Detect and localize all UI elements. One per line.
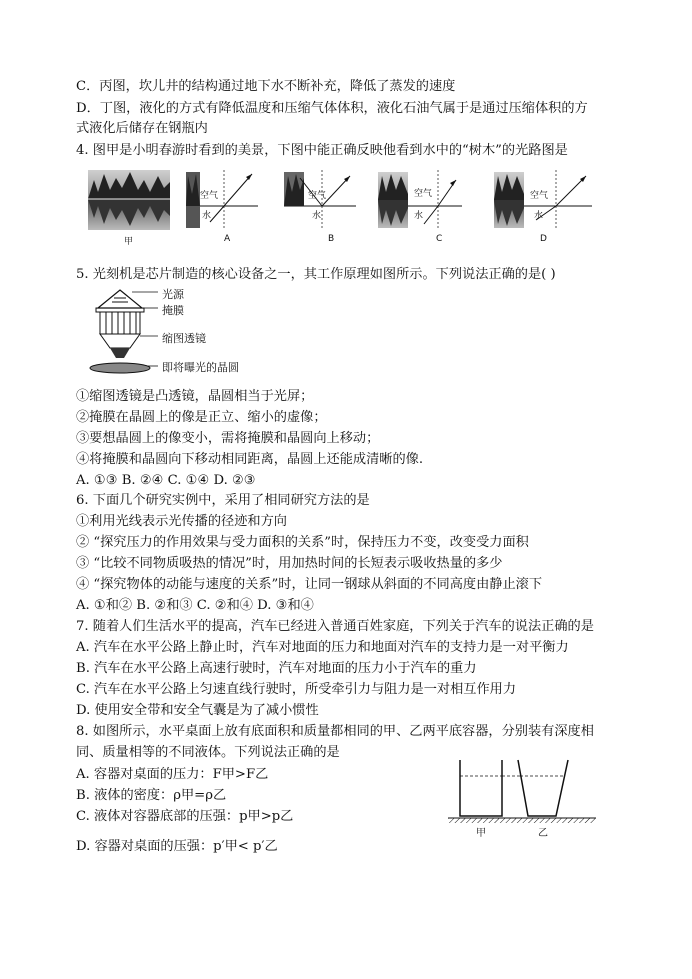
ray-diagram-c [378, 170, 462, 230]
question-5: 5. 光刻机是芯片制造的核心设备之一，其工作原理如图所示。下列说法正确的是( ) [76, 267, 556, 282]
caption-c: C [436, 234, 443, 244]
question-4: 4. 图甲是小明春游时看到的美景，下图中能正确反映他看到水中的“树木”的光路图是 [76, 143, 568, 158]
statement: ①利用光线表示光传播的径迹和方向 [76, 514, 287, 529]
option-d: D. 使用安全带和安全气囊是为了减小惯性 [76, 703, 319, 718]
question-8-cont: 同、质量相等的不同液体。下列说法正确的是 [76, 745, 340, 760]
option-c: C. 汽车在水平公路上匀速直线行驶时，所受牵引力与阻力是一对相互作用力 [76, 682, 517, 697]
containers-diagram [448, 756, 598, 840]
text-line: D．丁图，液化的方式有降低温度和压缩气体体积，液化石油气属于是通过压缩体积的方 [76, 101, 588, 116]
statement: ③ “比较不同物质吸热的情况”时，用加热时间的长短表示吸收热量的多少 [76, 556, 503, 571]
water-label: 水 [414, 211, 424, 221]
tree-photo [88, 170, 170, 230]
caption-yi: 乙 [538, 828, 548, 839]
caption-jia: 甲 [124, 237, 134, 247]
water-label: 水 [312, 211, 322, 221]
statement: ④ “探究物体的动能与速度的关系”时，让同一钢球从斜面的不同高度由静止滚下 [76, 577, 543, 592]
text-line: 式液化后储存在钢瓶内 [76, 121, 208, 136]
statement: ④将掩膜和晶圆向下移动相同距离，晶圆上还能成清晰的像. [76, 452, 424, 467]
water-label: 水 [202, 211, 212, 221]
option-c: C. 液体对容器底部的压强：p甲>p乙 [76, 809, 294, 824]
option-b: B. 汽车在水平公路上高速行驶时，汽车对地面的压力小于汽车的重力 [76, 661, 477, 676]
question-8: 8. 如图所示，水平桌面上放有底面积和质量都相同的甲、乙两平底容器，分别装有深度相 [76, 724, 594, 739]
option-b: B. 液体的密度：ρ甲=ρ乙 [76, 788, 227, 803]
option-a: A. 容器对桌面的压力：F甲>F乙 [76, 767, 269, 782]
option-d: D. 容器对桌面的压强：p′甲< p′乙 [76, 839, 278, 854]
statement: ③要想晶圆上的像变小，需将掩膜和晶圆向上移动； [76, 431, 380, 446]
statement: ②掩膜在晶圆上的像是正立、缩小的虚像； [76, 410, 327, 425]
statement: ② “探究压力的作用效果与受力面积的关系”时，保持压力不变，改变受力面积 [76, 535, 529, 550]
air-label: 空气 [530, 191, 549, 201]
air-label: 空气 [200, 191, 219, 201]
figure-q8 [448, 756, 598, 840]
figure-q5 [86, 286, 286, 376]
question-6: 6. 下面几个研究实例中，采用了相同研究方法的是 [76, 493, 370, 508]
caption-d: D [540, 234, 547, 244]
figure-q4 [86, 166, 606, 248]
label-wafer: 即将曝光的晶圆 [162, 361, 239, 374]
label-light-source: 光源 [162, 288, 184, 301]
option-a: A. 汽车在水平公路上静止时，汽车对地面的压力和地面对汽车的支持力是一对平衡力 [76, 640, 569, 655]
figure-q4-svg [86, 166, 606, 248]
water-label: 水 [534, 211, 544, 221]
caption-b: B [328, 234, 335, 244]
question-7: 7. 随着人们生活水平的提高，汽车已经进入普通百姓家庭，下列关于汽车的说法正确的是 [76, 619, 594, 634]
label-reduction-lens: 缩图透镜 [162, 332, 206, 345]
statement: ①缩图透镜是凸透镜，晶圆相当于光屏； [76, 389, 314, 404]
options: A. ①③ B. ②④ C. ①④ D. ②③ [76, 473, 256, 488]
options: A. ①和② B. ②和③ C. ②和④ D. ③和④ [76, 598, 314, 613]
air-label: 空气 [414, 189, 433, 199]
caption-jia: 甲 [476, 828, 486, 839]
caption-a: A [224, 234, 231, 244]
label-mask: 掩膜 [162, 304, 184, 317]
ray-diagram-a [186, 170, 258, 230]
text-line: C．丙图，坎儿井的结构通过地下水不断补充，降低了蒸发的速度 [76, 79, 456, 94]
air-label: 空气 [308, 191, 327, 201]
